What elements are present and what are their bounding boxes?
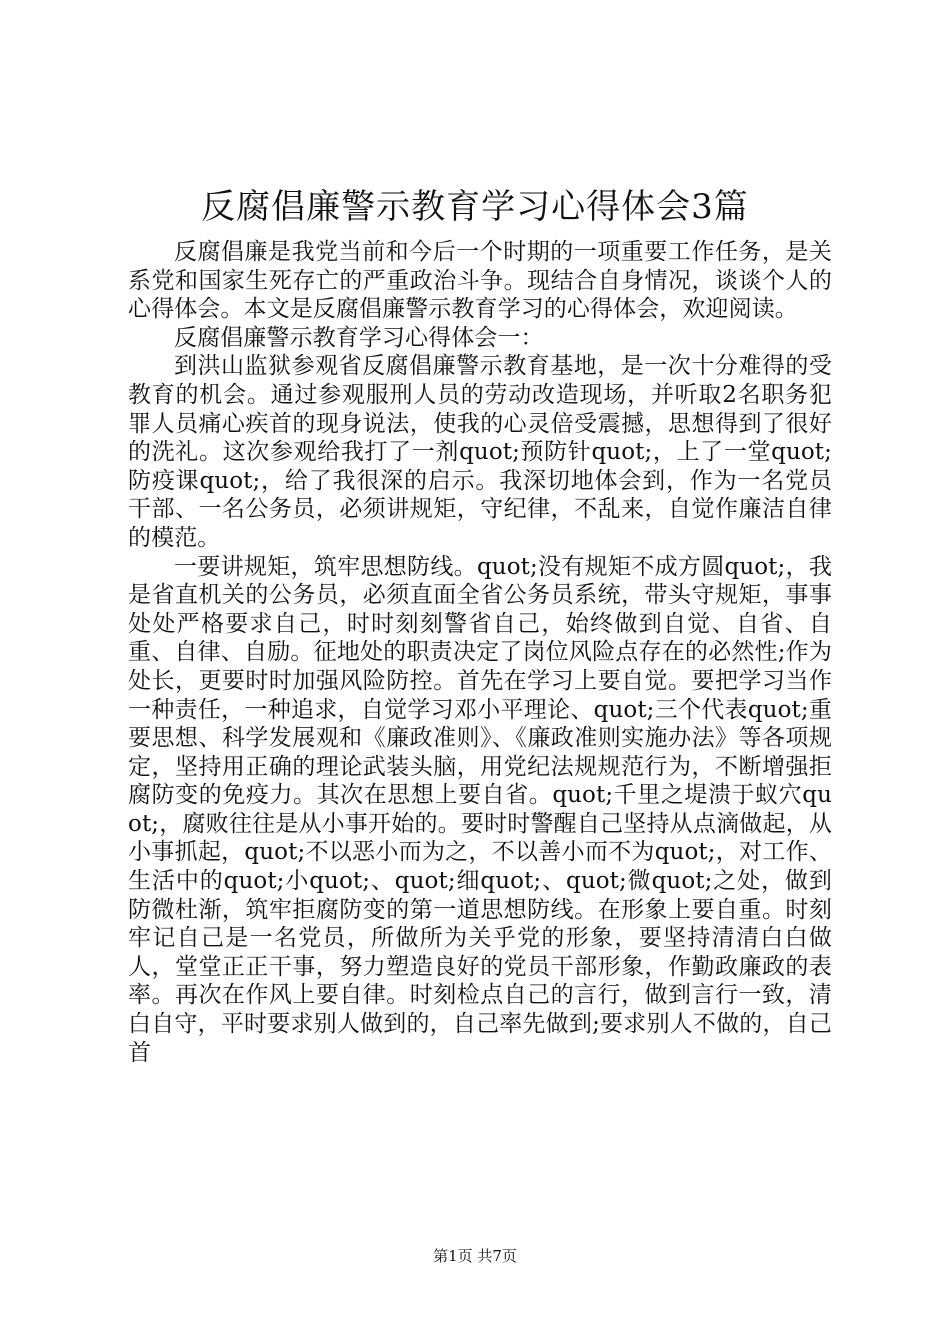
paragraph-rules: 一要讲规矩，筑牢思想防线。quot;没有规矩不成方圆quot;，我是省直机关的公务员，必须直面全省公务员系统，带头守规矩，事事处处严格要求自己，时时刻刻警省自己，始终做到自觉、自省、自重、自律、自励。征地处的职责决定了岗位风险点存在的必然性;作为处长，更要时时加强风险防控。首先在学习上要自觉。要把学习当作一种责任，一种追求，自觉学习邓小平理论、quot;三个代表quot;重要思想、科学发展观和《廉政准则》、《廉政准则实施办法》等各项规定，坚持用正确的理论武装头脑，用党纪法规规范行为，不断增强拒腐防变的免疫力。其次在思想上要自省。quot;千里之堤溃于蚁穴quot;，腐败往往是从小事开始的。要时时警醒自己坚持从点滴做起，从小事抓起，quot;不以恶小而为之，不以善小而不为quot;，对工作、生活中的quot;小quot;、quot;细quot;、quot;微quot;之处，做到防微杜渐，筑牢拒腐防变的第一道思想防线。在形象上要自重。时刻牢记自己是一名党员，所做所为关乎党的形象，要坚持清清白白做人，堂堂正正干事，努力塑造良好的党员干部形象，作勤政廉政的表率。再次在作风上要自律。时刻检点自己的言行，做到言行一致，清白自守，平时要求别人做到的，自己率先做到;要求别人不做的，自己首 <box>128 553 832 1066</box>
document-body <box>128 238 832 1067</box>
paragraph-visit: 到洪山监狱参观省反腐倡廉警示教育基地，是一次十分难得的受教育的机会。通过参观服刑人员的劳动改造现场，并听取2名职务犯罪人员痛心疾首的现身说法，使我的心灵倍受震撼，思想得到了很好的洗礼。这次参观给我打了一剂quot;预防针quot;，上了一堂quot;防疫课quot;，给了我很深的启示。我深切地体会到，作为一名党员干部、一名公务员，必须讲规矩，守纪律，不乱来，自觉作廉洁自律的模范。 <box>128 353 832 551</box>
document-title: 反腐倡廉警示教育学习心得体会3篇 <box>201 187 749 227</box>
paragraph-section-heading: 反腐倡廉警示教育学习心得体会一： <box>174 324 544 351</box>
page-number-footer: 第1页 共7页 <box>433 1247 517 1265</box>
paragraph-intro: 反腐倡廉是我党当前和今后一个时期的一项重要工作任务，是关系党和国家生死存亡的严重政治斗争。现结合自身情况，谈谈个人的心得体会。本文是反腐倡廉警示教育学习的心得体会，欢迎阅读。 <box>128 239 832 323</box>
